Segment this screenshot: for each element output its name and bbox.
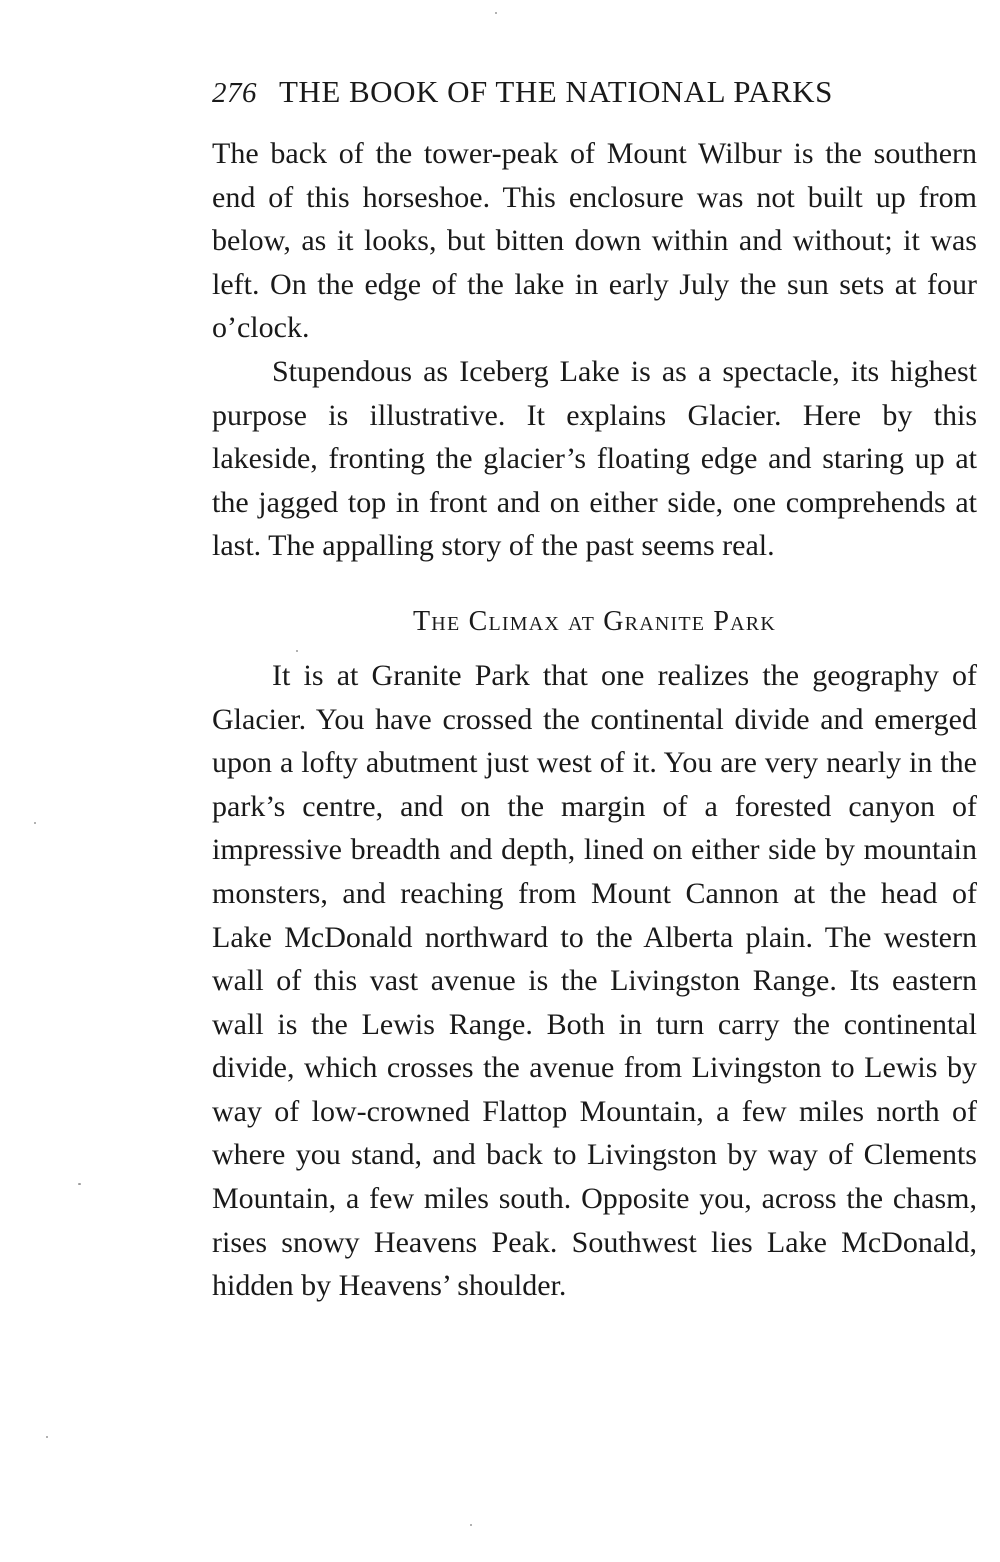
page-number: 276 bbox=[212, 77, 257, 109]
running-head bbox=[212, 74, 977, 124]
scan-speck bbox=[34, 822, 36, 824]
paragraph-iceberg-lake: Stupendous as Iceberg Lake is as a spectacle, its highest purpose is illustrative. It explains Glacier. Here by this lakeside, fronting the glacier’s floating edge and staring up at the jagged top in front and on either side, one comprehends at last. The appalling story of the past seems real. bbox=[212, 354, 977, 563]
scan-speck bbox=[296, 650, 298, 652]
scan-speck bbox=[470, 1524, 472, 1526]
paragraph-granite-park: It is at Granite Park that one realizes the geography of Glacier. You have crossed the continental divide and emerged upon a lofty abutment just west of it. You are very nearly in the park’s centre, and on the margin of a forested canyon of impressive breadth and depth, lined on either side by mountain monsters, and reaching from Mount Cannon at the head of Lake McDonald northward to the Alberta plain. The western wall of this vast avenue is the Livingston Range. Its eastern wall is the Lewis Range. Both in turn carry the continental divide, which crosses the avenue from Livingston to Lewis by way of low-crowned Flattop Mountain, a few miles north of where you stand, and back to Livingston by way of Clements Mountain, a few miles south. Opposite you, across the chasm, rises snowy Heavens Peak. Southwest lies Lake McDonald, hidden by Heavens’ shoulder. bbox=[212, 658, 977, 1303]
scan-speck bbox=[495, 12, 497, 14]
section-heading: The Climax at Granite Park bbox=[413, 605, 776, 637]
running-head-title: THE BOOK OF THE NATIONAL PARKS bbox=[279, 74, 833, 109]
paragraph-continued: The back of the tower-peak of Mount Wilbur is the southern end of this horseshoe. This enclosure was not built up from below, as it looks, but bitten down within and without; it was left. On the edge of the lake in early July the sun sets at four o’clock. bbox=[212, 137, 977, 345]
scan-speck bbox=[46, 1436, 48, 1438]
scan-speck bbox=[78, 1183, 81, 1185]
book-page bbox=[212, 74, 977, 1308]
